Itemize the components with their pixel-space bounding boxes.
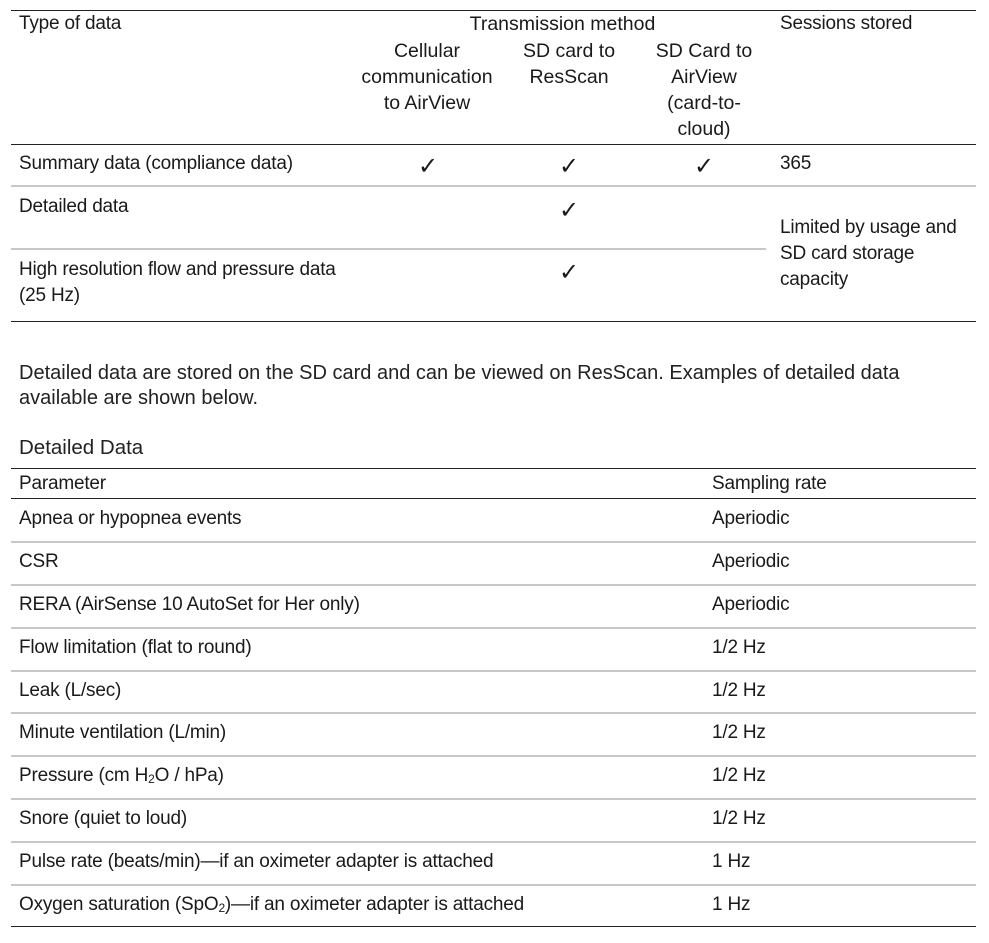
parameter-cell: Pulse rate (beats/min)—if an oximeter adapter is attached — [19, 851, 494, 872]
section-title: Detailed Data — [19, 436, 144, 459]
parameter-cell: Leak (L/sec) — [19, 680, 122, 701]
rate-cell: Aperiodic — [712, 551, 790, 572]
header-bottom-rule — [11, 498, 976, 499]
row-divider — [11, 584, 976, 586]
row-divider — [11, 798, 976, 800]
parameter-cell: Flow limitation (flat to round) — [19, 637, 252, 658]
description-paragraph: Detailed data are stored on the SD card and can be viewed on ResScan. Examples of detailed data available are shown below. — [19, 362, 900, 409]
rate-cell: 1/2 Hz — [712, 765, 766, 786]
row-divider — [11, 712, 976, 714]
parameter-cell: Minute ventilation (L/min) — [19, 722, 227, 743]
table-top-rule — [11, 468, 976, 469]
table-bottom-rule — [11, 926, 976, 927]
rate-cell: Aperiodic — [712, 594, 790, 615]
header-sessions-stored: Sessions stored — [780, 13, 913, 34]
rate-cell: 1 Hz — [712, 851, 751, 872]
row-divider — [11, 185, 976, 187]
row-divider — [11, 755, 976, 757]
parameter-cell: CSR — [19, 551, 59, 572]
header-transmission-method: Transmission method — [469, 13, 656, 35]
row-divider — [11, 541, 976, 543]
header-type-of-data: Type of data — [19, 13, 122, 34]
row-divider — [11, 248, 766, 250]
row-divider — [11, 627, 976, 629]
check-icon: ✓ — [693, 153, 715, 180]
rate-cell: 1/2 Hz — [712, 637, 766, 658]
rate-cell: 1/2 Hz — [712, 722, 766, 743]
table-bottom-rule — [11, 321, 976, 322]
rate-cell: 1 Hz — [712, 894, 751, 915]
row-type: High resolution flow and pressure data — [19, 259, 336, 280]
parameter-cell: RERA (AirSense 10 AutoSet for Her only) — [19, 594, 360, 615]
check-icon: ✓ — [558, 259, 580, 286]
rate-cell: 1/2 Hz — [712, 680, 766, 701]
row-sessions: 365 — [780, 153, 812, 174]
row-divider — [11, 670, 976, 672]
row-type: Detailed data — [19, 196, 129, 217]
parameter-cell: Oxygen saturation (SpO$_2$)—if an oximeter adapter is attached — [19, 894, 524, 915]
row-type: Summary data (compliance data) — [19, 153, 293, 174]
check-icon: ✓ — [417, 153, 439, 180]
header-sampling-rate: Sampling rate — [712, 473, 827, 494]
check-icon: ✓ — [558, 153, 580, 180]
header-parameter: Parameter — [19, 473, 106, 494]
parameter-cell: Pressure (cm $H_2O / hPa$) — [19, 765, 224, 786]
check-icon: ✓ — [558, 197, 580, 224]
rate-cell: Aperiodic — [712, 508, 790, 529]
header-bottom-rule — [11, 144, 976, 145]
parameter-cell: Snore (quiet to loud) — [19, 808, 187, 829]
rate-cell: 1/2 Hz — [712, 808, 766, 829]
parameter-cell: Apnea or hypopnea events — [19, 508, 242, 529]
row-divider — [11, 841, 976, 843]
row-type-continued: (25 Hz) — [19, 285, 80, 306]
row-divider — [11, 884, 976, 886]
